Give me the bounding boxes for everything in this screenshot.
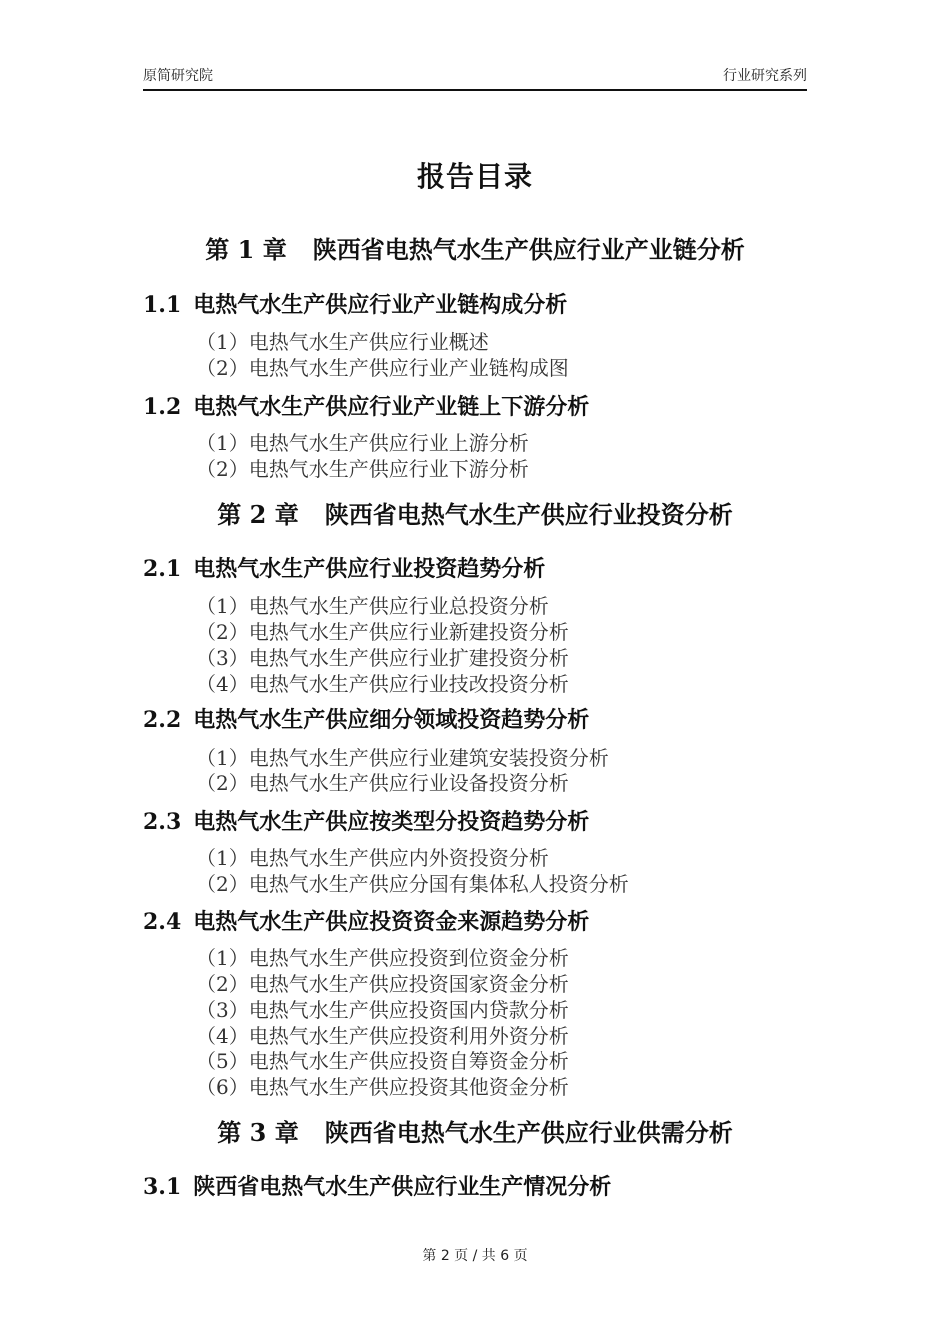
chapter-title: 陕西省电热气水生产供应行业产业链分析: [312, 235, 745, 264]
toc-title: 报告目录: [416, 160, 533, 193]
section-heading: [143, 907, 589, 937]
section-title: 电热气水生产供应行业投资趋势分析: [193, 556, 546, 582]
section-title: 电热气水生产供应行业产业链构成分析: [193, 292, 568, 318]
section-number: 1.1: [143, 292, 182, 318]
toc-item: （1）电热气水生产供应行业建筑安装投资分析: [196, 746, 609, 770]
toc-item: （1）电热气水生产供应投资到位资金分析: [196, 946, 569, 970]
section-heading: [143, 1172, 611, 1202]
chapter-heading: [0, 499, 950, 531]
chapter-title: 陕西省电热气水生产供应行业投资分析: [324, 500, 733, 529]
toc-item: （1）电热气水生产供应内外资投资分析: [196, 846, 549, 870]
toc-item: （1）电热气水生产供应行业上游分析: [196, 431, 529, 455]
toc-item: （1）电热气水生产供应行业总投资分析: [196, 594, 549, 618]
header-org-name: 原简研究院: [143, 68, 213, 84]
section-number: 2.4: [143, 909, 182, 935]
section-number: 2.2: [143, 707, 182, 733]
section-number: 3.1: [143, 1174, 182, 1200]
toc-item: （5）电热气水生产供应投资自筹资金分析: [196, 1049, 569, 1073]
chapter-heading: [0, 1117, 950, 1149]
section-heading: [143, 807, 589, 837]
chapter-heading: [0, 234, 950, 266]
chapter-number: 第 3 章: [217, 1118, 299, 1147]
toc-item: （2）电热气水生产供应行业产业链构成图: [196, 356, 569, 380]
toc-item: （4）电热气水生产供应投资利用外资分析: [196, 1024, 569, 1048]
section-title: 电热气水生产供应投资资金来源趋势分析: [193, 909, 590, 935]
chapter-number: 第 1 章: [205, 235, 287, 264]
toc-item: （1）电热气水生产供应行业概述: [196, 330, 489, 354]
toc-item: （2）电热气水生产供应行业新建投资分析: [196, 620, 569, 644]
toc-item: （3）电热气水生产供应投资国内贷款分析: [196, 998, 569, 1022]
header-series-name: 行业研究系列: [723, 68, 807, 84]
section-number: 1.2: [143, 394, 182, 420]
section-number: 2.1: [143, 556, 182, 582]
toc-item: （2）电热气水生产供应投资国家资金分析: [196, 972, 569, 996]
section-number: 2.3: [143, 809, 182, 835]
toc-item: （6）电热气水生产供应投资其他资金分析: [196, 1075, 569, 1099]
toc-item: （2）电热气水生产供应行业下游分析: [196, 457, 529, 481]
section-title: 电热气水生产供应细分领域投资趋势分析: [193, 707, 590, 733]
toc-item: （2）电热气水生产供应行业设备投资分析: [196, 771, 569, 795]
chapter-number: 第 2 章: [217, 500, 299, 529]
page-number: 第 2 页 / 共 6 页: [422, 1248, 528, 1264]
section-title: 电热气水生产供应按类型分投资趋势分析: [193, 809, 590, 835]
toc-item: （3）电热气水生产供应行业扩建投资分析: [196, 646, 569, 670]
section-heading: [143, 554, 545, 584]
chapter-title: 陕西省电热气水生产供应行业供需分析: [324, 1118, 733, 1147]
section-title: 电热气水生产供应行业产业链上下游分析: [193, 394, 590, 420]
toc-item: （2）电热气水生产供应分国有集体私人投资分析: [196, 872, 629, 896]
section-heading: [143, 290, 567, 320]
section-heading: [143, 705, 589, 735]
header-divider: [143, 89, 807, 91]
toc-item: （4）电热气水生产供应行业技改投资分析: [196, 672, 569, 696]
section-heading: [143, 392, 589, 422]
section-title: 陕西省电热气水生产供应行业生产情况分析: [193, 1174, 612, 1200]
